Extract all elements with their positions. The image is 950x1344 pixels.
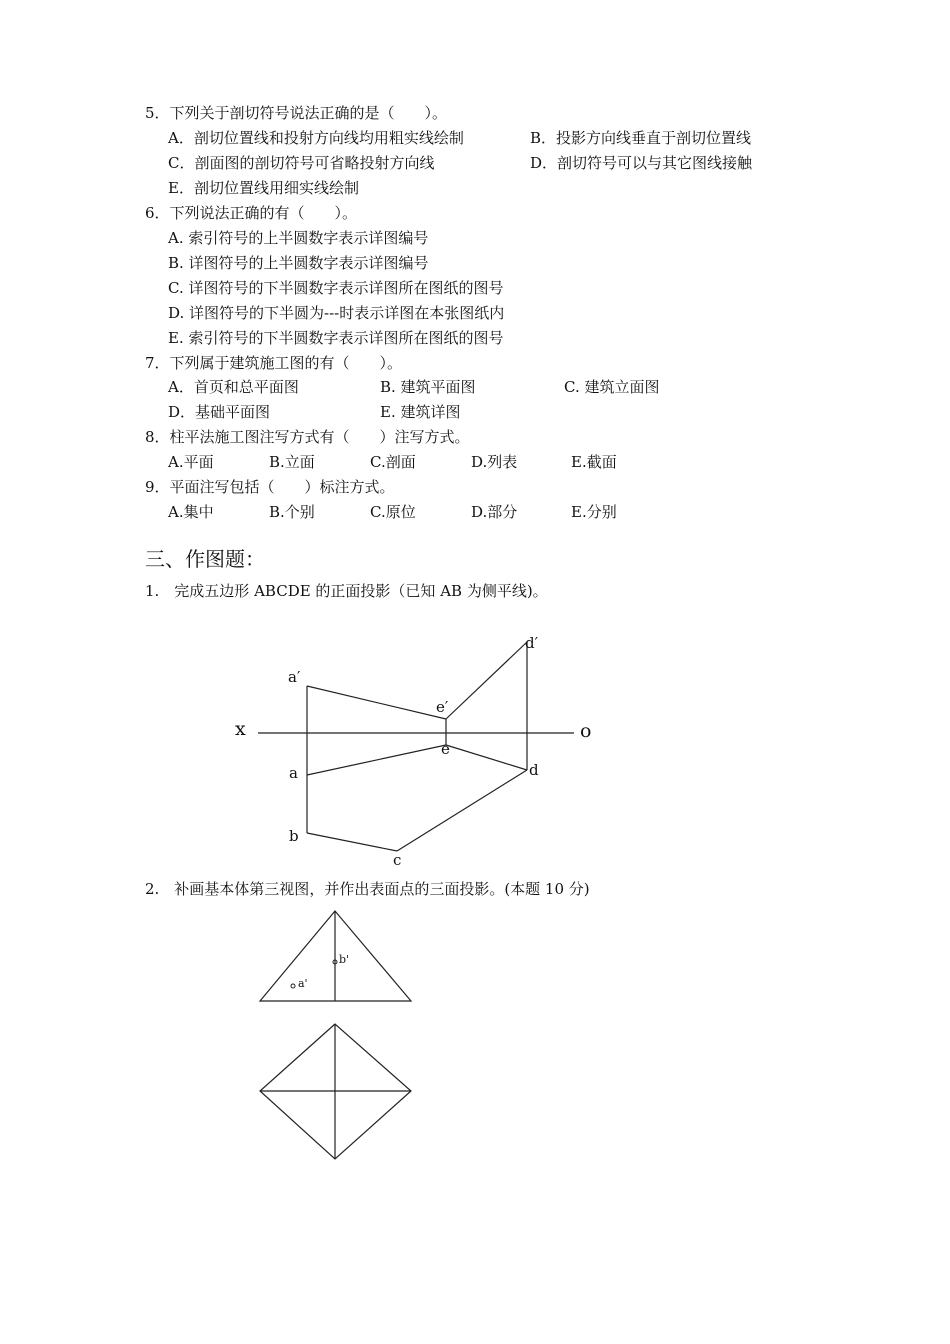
label-c: c	[393, 851, 402, 869]
q6-option-a: A. 索引符号的上半圆数字表示详图编号	[168, 229, 429, 247]
q5-option-e: E．剖切位置线用细实线绘制	[168, 179, 359, 197]
q6-option-b: B. 详图符号的上半圆数字表示详图编号	[168, 254, 429, 272]
pentagon-projection-figure	[258, 642, 574, 851]
q6-stem: 6．下列说法正确的有（ ）。	[145, 204, 358, 222]
q9-option-c: C.原位	[370, 503, 416, 521]
point-a-prime-marker	[291, 984, 295, 988]
dc-line	[397, 770, 527, 851]
cb-line	[307, 833, 397, 851]
q7-stem: 7．下列属于建筑施工图的有（ ）。	[145, 354, 403, 372]
q5-stem: 5．下列关于剖切符号说法正确的是（ ）。	[145, 104, 448, 122]
q6-option-e: E. 索引符号的下半圆数字表示详图所在图纸的图号	[168, 329, 504, 347]
q5-option-d: D．剖切符号可以与其它图线接触	[530, 154, 753, 172]
label-b-prime: b'	[339, 953, 350, 966]
task2-text: 2. 补画基本体第三视图，并作出表面点的三面投影。(本题 10 分)	[145, 880, 590, 898]
ae-line	[307, 745, 446, 775]
q7-option-a: A．首页和总平面图	[168, 378, 299, 396]
q7-option-d: D．基础平面图	[168, 403, 271, 421]
q8-option-a: A.平面	[168, 453, 214, 471]
label-e-prime: e′	[436, 698, 449, 716]
q9-option-d: D.部分	[471, 503, 518, 521]
solid-views-figure	[260, 911, 411, 1159]
q6-option-d: D. 详图符号的下半圆为---时表示详图在本张图纸内	[168, 304, 505, 322]
q8-option-c: C.剖面	[370, 453, 416, 471]
q9-stem: 9．平面注写包括（ ）标注方式。	[145, 478, 395, 496]
task1-text: 1. 完成五边形 ABCDE 的正面投影（已知 AB 为侧平线)。	[145, 582, 548, 600]
q9-option-b: B.个别	[269, 503, 315, 521]
q5-option-c: C．剖面图的剖切符号可省略投射方向线	[168, 154, 435, 172]
q9-option-e: E.分别	[571, 503, 617, 521]
section-heading: 三、作图题：	[145, 547, 265, 571]
label-x: x	[235, 718, 246, 740]
q8-stem: 8．柱平法施工图注写方式有（ ）注写方式。	[145, 428, 470, 446]
label-b: b	[289, 827, 299, 845]
q5-option-a: A．剖切位置线和投射方向线均用粗实线绘制	[168, 129, 464, 147]
solid-view-labels	[298, 953, 349, 990]
q7-option-c: C. 建筑立面图	[564, 378, 660, 396]
ed-line	[446, 745, 527, 770]
q8-option-d: D.列表	[471, 453, 518, 471]
label-o: o	[580, 720, 592, 742]
label-a: a	[289, 764, 298, 782]
label-a-prime-2: a'	[298, 977, 308, 990]
e-prime-d-prime-line	[446, 642, 527, 719]
label-d-prime: d′	[525, 634, 539, 652]
a-prime-e-prime-line	[307, 686, 446, 719]
q7-option-b: B. 建筑平面图	[380, 378, 476, 396]
label-e: e	[441, 740, 450, 758]
q8-option-b: B.立面	[269, 453, 315, 471]
q6-option-c: C. 详图符号的下半圆数字表示详图所在图纸的图号	[168, 279, 504, 297]
label-a-prime: a′	[288, 668, 301, 686]
label-d: d	[529, 761, 539, 779]
q9-option-a: A.集中	[168, 503, 214, 521]
q5-option-b: B．投影方向线垂直于剖切位置线	[530, 129, 752, 147]
q7-option-e: E. 建筑详图	[380, 403, 461, 421]
q8-option-e: E.截面	[571, 453, 617, 471]
